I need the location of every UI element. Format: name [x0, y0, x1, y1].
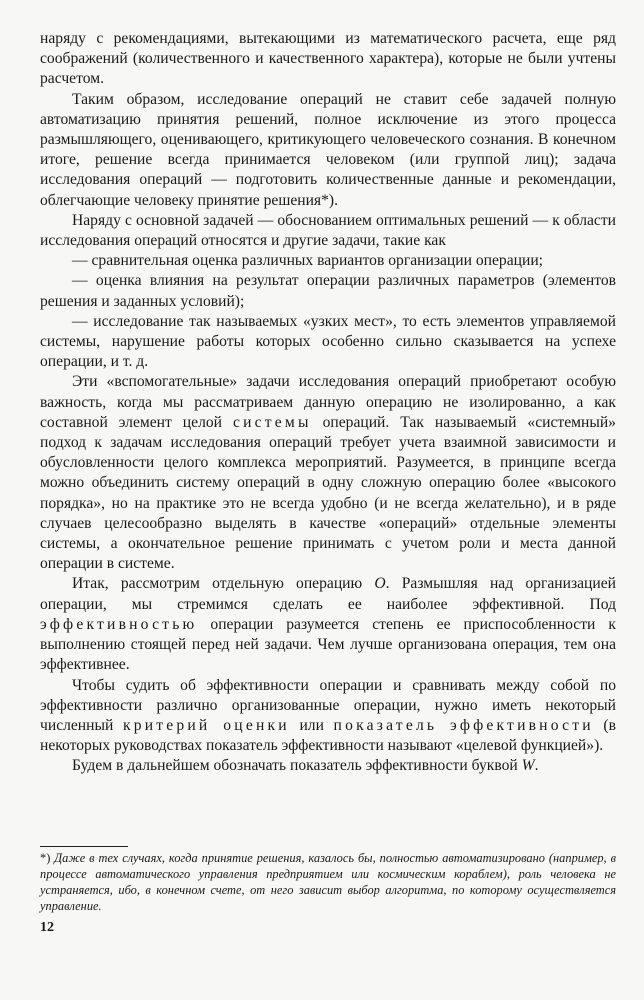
term-criterion: критерий оценки: [122, 716, 290, 734]
symbol-operation: O: [374, 575, 386, 593]
symbol-w: W: [521, 757, 535, 775]
paragraph-10-text-a: Будем в дальнейшем обозначать показатель эффективности буквой: [72, 757, 522, 775]
paragraph-10-text-b: .: [534, 757, 539, 775]
paragraph-9-text-c: (в некоторых руководствах показатель эффективности называют «целевой функцией»).: [40, 716, 616, 755]
paragraph-2: Таким образом, исследование операций не ставит себе задачей полную автоматизацию принятия решений, полное исключение из этого процесса размышляющего, оценивающего, критикующего человеческого сознания. В конечном итоге, решение всегда принимается человеком (или группой лиц); задача исследования операций — подготовить количественные данные и рекомендации, облегчающие человеку принятие решения*).: [40, 90, 616, 209]
footnote-text: Даже в тех случаях, когда принятие решения, казалось бы, полностью автоматизировано (например, в процессе автоматического управления предприятием или космическим кораблем), роль человека не устраняется, ибо, в конечном счете, от него зависит выбор алгоритма, по которому осуществляется управление.: [40, 851, 616, 913]
footnote-divider: [40, 846, 128, 847]
paragraph-8-text-a: Итак, рассмотрим отдельную операцию: [72, 575, 375, 593]
paragraph-8-text-b: . Размышляя над организацией операции, мы стремимся сделать ее наиболее эффективной. Под: [40, 575, 616, 613]
list-item-1: — сравнительная оценка различных вариантов организации операции;: [72, 252, 544, 270]
page-number: 12: [40, 920, 54, 935]
paragraph-9-text-a: Чтобы судить об эффективности операции и сравнивать между собой по эффективности различно организованные операции, нужно иметь некоторый численный: [40, 676, 616, 734]
paragraph-3: Наряду с основной задачей — обоснованием оптимальных решений — к области исследования операций относятся и другие задачи, такие как: [40, 211, 616, 250]
paragraph-1: наряду с рекомендациями, вытекающими из математического расчета, еще ряд соображений (количественного и качественного характера), которые не были учтены расчетом.: [40, 30, 616, 88]
paragraph-9: [40, 676, 616, 757]
term-system: системы: [232, 413, 312, 431]
paragraph-7-text-a: Эти «вспомогательные» задачи исследования операций приобретают особую важность, когда мы рассматриваем данную операцию не изолированно, а как составной элемент целой: [40, 373, 616, 431]
main-text: [40, 29, 616, 777]
paragraph-7: [40, 372, 616, 574]
footnote: [40, 850, 616, 914]
paragraph-8-text-c: операции разумеется степень ее приспособленности к выполнению стоящей перед ней задачи. Чем лучше организована операция, тем она эффективнее.: [40, 615, 616, 674]
paragraph-7-text-b: операций. Так называемый «системный» подход к задачам исследования операций требует учета взаимной зависимости и обусловленности целого комплекса мероприятий. Разумеется, в принципе всегда можно объединить систему операций в одну сложную операцию более «высокого порядка», но на практике это не всегда удобно (и не всегда желательно), и в ряде случаев целесообразно выделять в качестве «операций» отдельные элементы системы, а окончательное решение принимать с учетом роли и места данной операции в системе.: [40, 413, 616, 573]
paragraph-8: [40, 574, 616, 675]
term-effectiveness: эффективностью: [40, 615, 198, 633]
term-indicator: показатель эффективности: [333, 716, 594, 734]
paragraph-10: [40, 756, 616, 776]
footnote-marker: *): [40, 851, 51, 865]
paragraph-9-text-b: или: [289, 716, 334, 734]
list-item-2: — оценка влияния на результат операции различных параметров (элементов решения и заданных условий);: [40, 272, 616, 310]
list-item-3: — исследование так называемых «узких мест», то есть элементов управляемой системы, нарушение работы которых особенно сильно сказывается на успехе операции, и т. д.: [40, 312, 616, 371]
